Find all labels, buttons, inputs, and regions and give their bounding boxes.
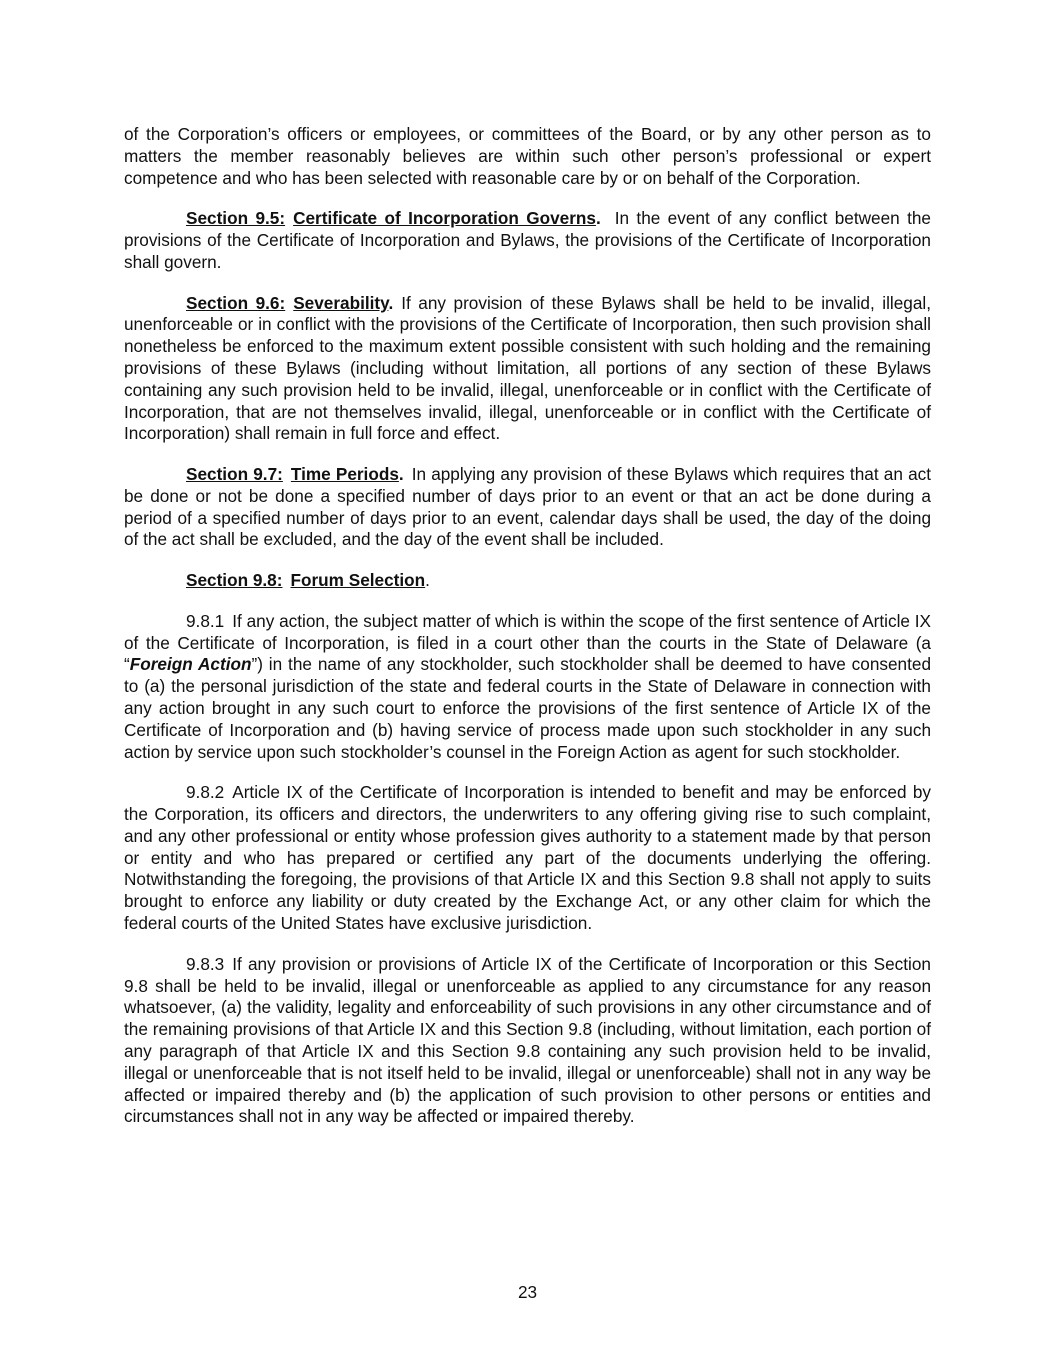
section-title-period: . xyxy=(425,570,430,591)
section-body: If any provision of these Bylaws shall be held to be invalid, illegal, unenforceable or in conflict with the provisions of the Certificate of Incorporation, then such provision shall nonetheless be enforced to the maximum extent possible consistent with such holding and the remaining provisions of these Bylaws (including without limitation, all portions of any section of these Bylaws containing any such provision held to be invalid, illegal, unenforceable or in conflict with the Certificate of Incorporation, that are not themselves invalid, illegal, unenforceable or in conflict with the Certificate of Incorporation) shall remain in full force and effect. xyxy=(124,292,931,444)
subsection-number: 9.8.3 xyxy=(186,953,225,974)
document-page xyxy=(124,124,931,1147)
section-number: Section 9.5: xyxy=(186,208,286,229)
section-body: In applying any provision of these Bylaws which requires that an act be done or not be done a specified number of days prior to an event or that an act be done during a period of a specified number of days prior to an event, calendar days shall be used, the day of the doing of the act shall be excluded, and the day of the event shall be included. xyxy=(124,464,931,550)
subsection-9-8-2 xyxy=(124,782,931,935)
section-9-7 xyxy=(124,464,931,551)
section-9-8 xyxy=(124,570,931,592)
section-title-period: . xyxy=(398,464,404,485)
section-title: Forum Selection xyxy=(290,570,426,591)
page-number: 23 xyxy=(517,1282,538,1302)
subsection-body: If any provision or provisions of Article IX of the Certificate of Incorporation or this Section 9.8 shall be held to be invalid, illegal or unenforceable as applied to any circumstance for any reason whatsoever, (a) the validity, legality and enforceability of such provisions in any other circumstance and of the remaining provisions of that Article IX and this Section 9.8 (including, without limitation, each portion of any paragraph of that Article IX and this Section 9.8 containing any such provision held to be invalid, illegal or unenforceable that is not itself held to be invalid, illegal or unenforceable) shall not in any way be affected or impaired thereby and (b) the application of such provision to other persons or entities and circumstances shall not in any way be affected or impaired thereby. xyxy=(124,953,931,1127)
defined-term: Foreign Action xyxy=(129,654,252,675)
section-body: In the event of any conflict between the provisions of the Certificate of Incorporation and Bylaws, the provisions of the Certificate of Incorporation shall govern. xyxy=(124,208,931,272)
subsection-9-8-1 xyxy=(124,611,931,764)
subsection-body: Article IX of the Certificate of Incorporation is intended to benefit and may be enforced by the Corporation, its officers and directors, the underwriters to any offering giving rise to such complaint, and any other professional or entity whose profession gives authority to a statement made by that person or entity and who has prepared or certified any part of the documents underlying the offering. Notwithstanding the foregoing, the provisions of that Article IX and this Section 9.8 shall not apply to suits brought to enforce any liability or duty created by the Exchange Act, or any other claim for which the federal courts of the United States have exclusive jurisdiction. xyxy=(124,782,931,934)
subsection-number: 9.8.2 xyxy=(186,782,225,803)
section-title-period: . xyxy=(388,292,394,313)
section-9-5 xyxy=(124,208,931,273)
section-number: Section 9.6: xyxy=(186,292,286,313)
paragraph-continuation: of the Corporation’s officers or employees, or committees of the Board, or by any other person as to matters the member reasonably believes are within such other person’s professional or expert competence and who has been selected with reasonable care by or on behalf of the Corporation. xyxy=(124,124,931,188)
section-9-6 xyxy=(124,293,931,446)
section-number: Section 9.7: xyxy=(186,464,283,485)
section-title: Severability xyxy=(293,292,389,313)
subsection-9-8-3 xyxy=(124,954,931,1128)
subsection-body-part-a: If any action, the subject matter of which is within the scope of the first sentence of Article IX of the Certificate of Incorporation, is filed in a court other than the courts in the State of Delaware (a “ xyxy=(124,610,931,675)
subsection-number: 9.8.1 xyxy=(186,610,225,631)
section-title-period: . xyxy=(595,208,601,229)
subsection-body-part-b: ”) in the name of any stockholder, such stockholder shall be deemed to have consented to (a) the personal jurisdiction of the state and federal courts in the State of Delaware in connection with any action brought in any such court to enforce the provisions of the first sentence of Article IX of the Certificate of Incorporation and (b) having service of process made upon such stockholder in any such action by service upon such stockholder’s counsel in the Foreign Action as agent for such stockholder. xyxy=(124,654,931,762)
section-number: Section 9.8: xyxy=(186,570,283,591)
section-title: Certificate of Incorporation Governs xyxy=(293,208,596,229)
section-title: Time Periods xyxy=(290,464,399,485)
